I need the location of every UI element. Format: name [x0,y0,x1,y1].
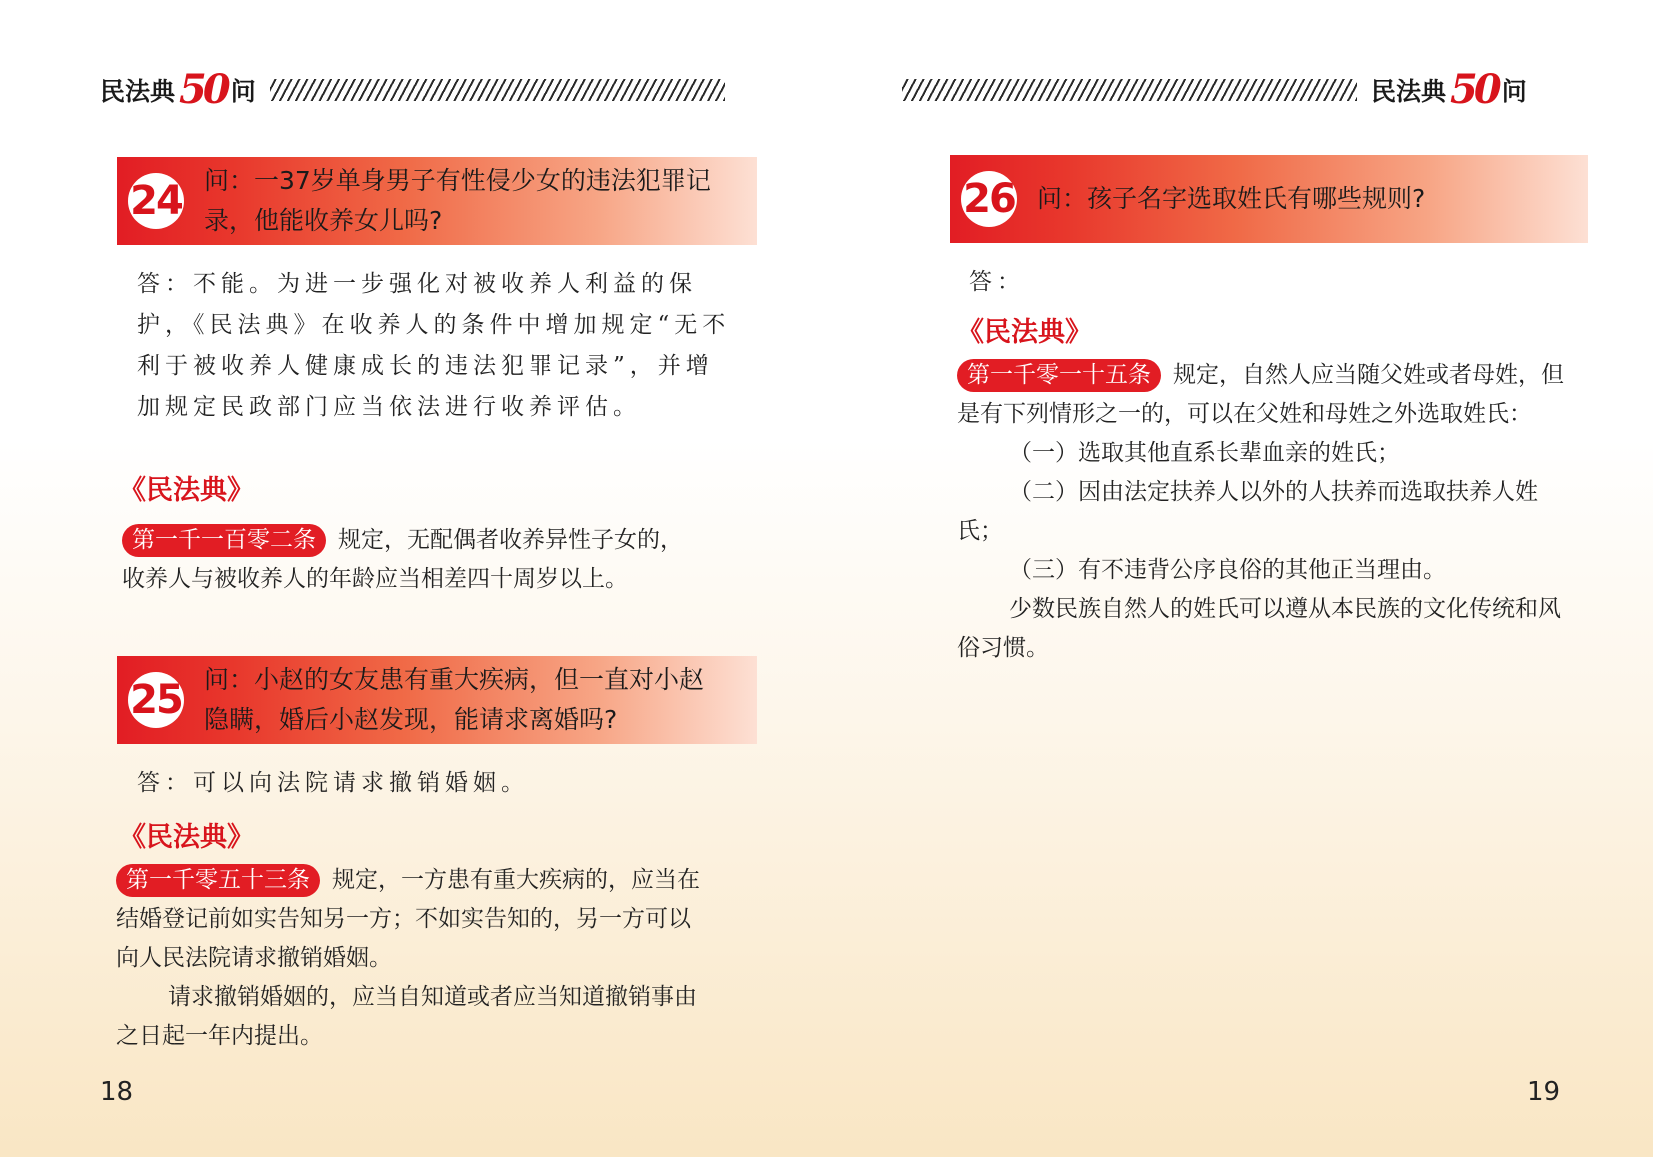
question-bar-25 [117,656,757,744]
brand-logo: 民法典 50 问 [1371,66,1527,113]
law-title: 《民法典》 [119,822,254,853]
brand-logo: 民法典 50 问 [100,66,256,113]
article-badge: 第一千零五十三条 [116,864,320,897]
page-header [902,66,1527,113]
list-item: （三）有不违背公序良俗的其他正当理由。 [1009,557,1446,583]
question-number-badge: 24 [128,173,184,229]
list-item: （一）选取其他直系长辈血亲的姓氏； [1009,440,1400,466]
article-paragraph: 第一千一百零二条 规定，无配偶者收养异性子女的，收养人与被收养人的年龄应当相差四十周岁以上。 [122,521,702,599]
law-title: 《民法典》 [957,317,1092,348]
question-text: 问：一37岁单身男子有性侵少女的违法犯罪记录，他能收养女儿吗? [204,166,711,235]
article-badge: 第一千一百零二条 [122,524,326,557]
article-badge: 第一千零一十五条 [957,359,1161,392]
question-number-badge: 26 [961,171,1017,227]
page-number: 19 [1527,1077,1561,1107]
brand-number: 50 [1450,66,1498,113]
question-text: 问：孩子名字选取姓氏有哪些规则? [1037,184,1426,213]
page-header [100,66,725,113]
question-bar-24 [117,157,757,245]
brand-number: 50 [179,66,227,113]
article-paragraph: 第一千零一十五条 规定，自然人应当随父姓或者母姓，但是有下列情形之一的，可以在父姓和母姓之外选取姓氏： （一）选取其他直系长辈血亲的姓氏； （二）因由法定扶养人以外的人扶养而选取扶养人姓氏； （三）有不违背公序良俗的其他正当理由。 少数民族自然人的姓氏可以遵从本民族的文化传统和风俗习惯。 [957,356,1567,668]
page-number: 18 [100,1077,134,1107]
article-paragraph: 第一千零五十三条 规定，一方患有重大疾病的，应当在结婚登记前如实告知另一方；不如实告知的，另一方可以向人民法院请求撤销婚姻。 请求撤销婚姻的，应当自知道或者应当知道撤销事由之日起一年内提出。 [116,861,706,1056]
right-page [827,0,1653,1157]
left-page [0,0,826,1157]
law-title: 《民法典》 [119,475,254,506]
answer-text: 答： [969,269,1025,295]
list-item: （二）因由法定扶养人以外的人扶养而选取扶养人姓氏； [957,479,1538,544]
question-text: 问：小赵的女友患有重大疾病，但一直对小赵隐瞒，婚后小赵发现，能请求离婚吗? [204,665,705,734]
header-hatch-rule [902,79,1357,101]
answer-text: 答：可以向法院请求撤销婚姻。 [137,770,529,796]
answer-text: 答：不能。为进一步强化对被收养人利益的保护，《民法典》在收养人的条件中增加规定“无不利于被收养人健康成长的违法犯罪记录”，并增加规定民政部门应当依法进行收养评估。 [137,271,731,420]
question-bar-26 [950,155,1588,243]
header-hatch-rule [270,79,725,101]
question-number-badge: 25 [128,672,184,728]
